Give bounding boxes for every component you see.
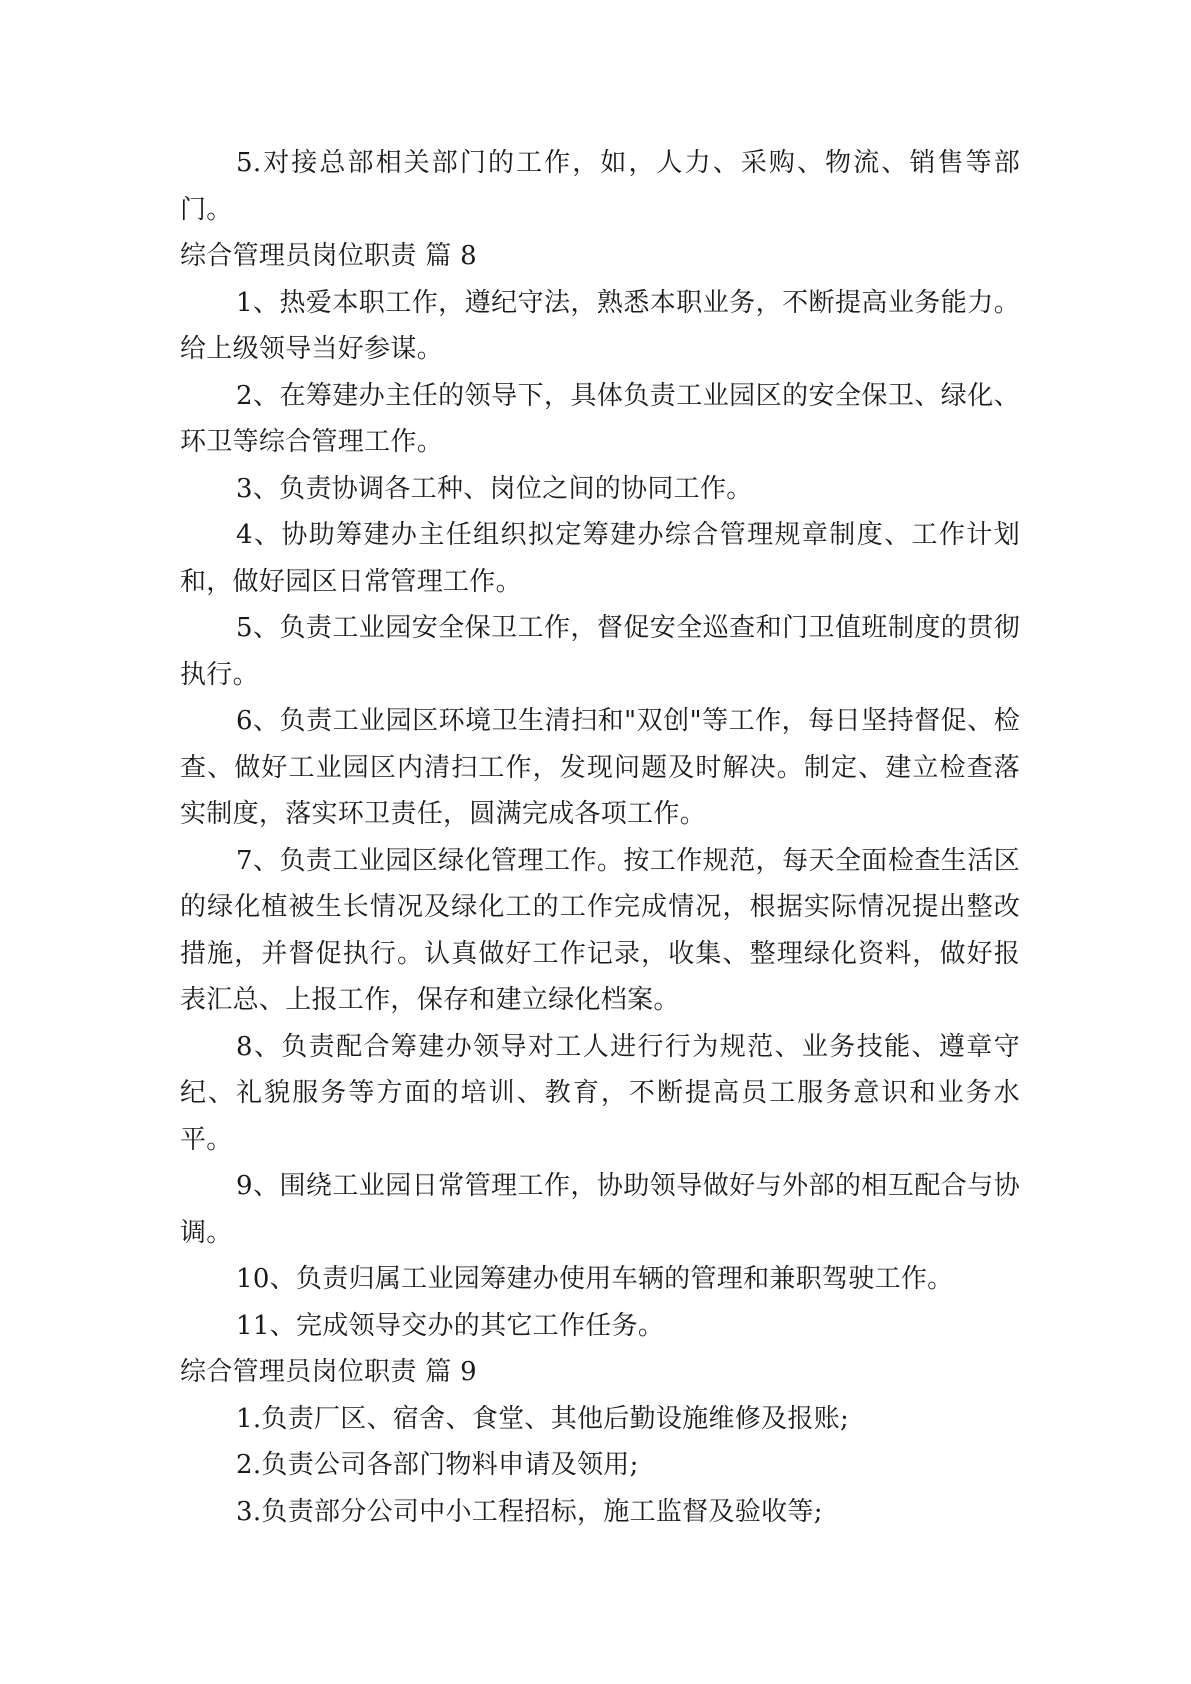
section-9-item-3: 3.负责部分公司中小工程招标，施工监督及验收等; [236, 1496, 823, 1527]
section-8-heading: 综合管理员岗位职责 篇 8 [180, 241, 477, 271]
document-page [180, 140, 1020, 1535]
section-8-item-7: 7、负责工业园区绿化管理工作。按工作规范，每天全面检查生活区的绿化植被生长情况及绿化工的工作完成情况，根据实际情况提出整改措施，并督促执行。认真做好工作记录，收集、整理绿化资料，做好报表汇总、上报工作，保存和建立绿化档案。 [180, 845, 1020, 1015]
section-8-item-4: 4、协助筹建办主任组织拟定筹建办综合管理规章制度、工作计划和，做好园区日常管理工作。 [180, 520, 1020, 597]
section-8-item-6: 6、负责工业园区环境卫生清扫和"双创"等工作，每日坚持督促、检查、做好工业园区内清扫工作，发现问题及时解决。制定、建立检查落实制度，落实环卫责任，圆满完成各项工作。 [180, 706, 1020, 829]
section-8-item-2: 2、在筹建办主任的领导下，具体负责工业园区的安全保卫、绿化、环卫等综合管理工作。 [180, 380, 1020, 457]
section-8-item-8: 8、负责配合筹建办领导对工人进行行为规范、业务技能、遵章守纪、礼貌服务等方面的培训、教育，不断提高员工服务意识和业务水平。 [180, 1031, 1020, 1155]
section-8-item-10: 10、负责归属工业园筹建办使用车辆的管理和兼职驾驶工作。 [236, 1264, 954, 1294]
section-9-heading: 综合管理员岗位职责 篇 9 [180, 1357, 477, 1387]
section-8-item-1: 1、热爱本职工作，遵纪守法，熟悉本职业务，不断提高业务能力。给上级领导当好参谋。 [180, 287, 1020, 364]
section-8-item-3: 3、负责协调各工种、岗位之间的协同工作。 [236, 473, 753, 504]
section-9-item-2: 2.负责公司各部门物料申请及领用; [236, 1450, 639, 1480]
section-8-item-9: 9、围绕工业园日常管理工作，协助领导做好与外部的相互配合与协调。 [180, 1171, 1020, 1248]
paragraph-item-5: 5.对接总部相关部门的工作，如，人力、采购、物流、销售等部门。 [180, 148, 1020, 225]
section-9-item-1: 1.负责厂区、宿舍、食堂、其他后勤设施维修及报账; [236, 1403, 850, 1434]
section-8-item-11: 11、完成领导交办的其它工作任务。 [236, 1310, 665, 1341]
section-8-item-5: 5、负责工业园安全保卫工作，督促安全巡查和门卫值班制度的贯彻执行。 [180, 613, 1020, 690]
